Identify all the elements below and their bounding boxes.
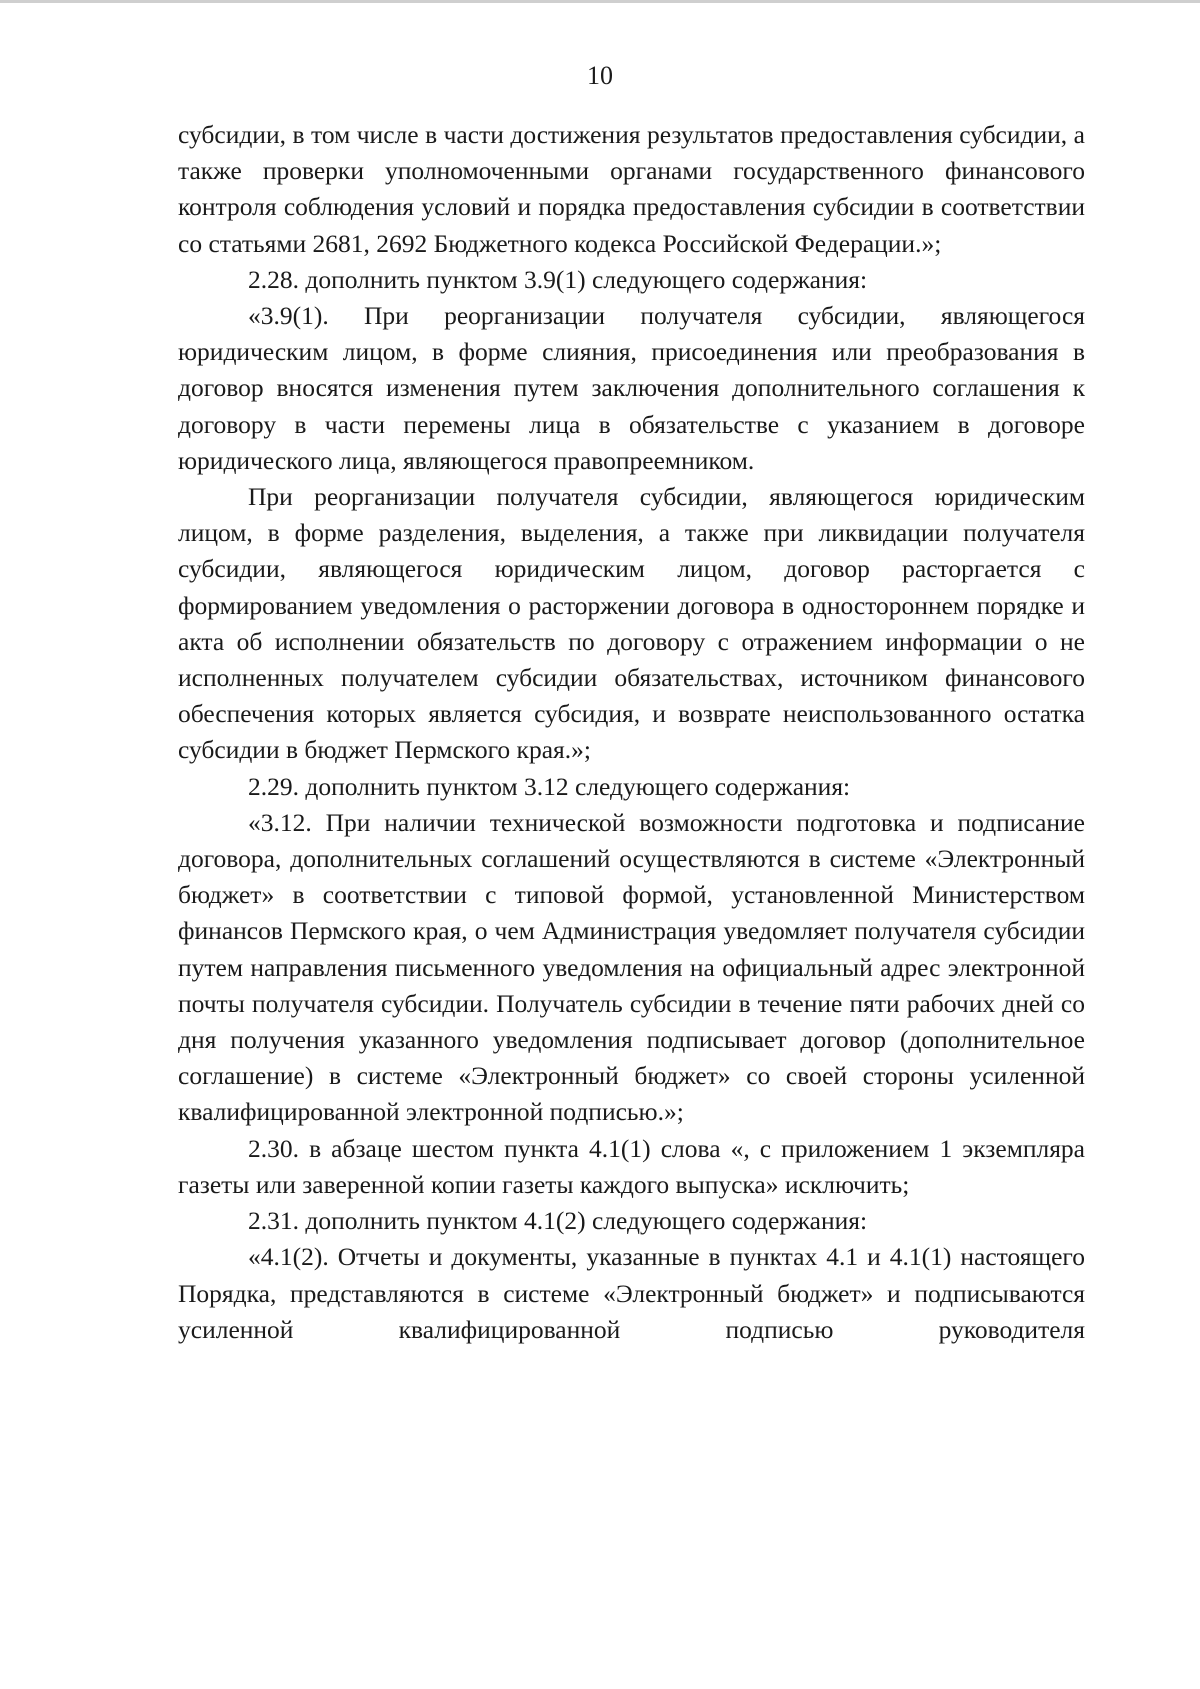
paragraph-continuation: субсидии, в том числе в части достижения результатов предоставления субсидии, а также проверки уполномоченными органами государственного финансового контроля соблюдения условий и порядка предоставления субсидии в соответствии со статьями 2681, 2692 Бюджетного кодекса Российской Федерации.»;	[178, 120, 1085, 258]
paragraph-item-2-30: 2.30. в абзаце шестом пункта 4.1(1) слова «, с приложением 1 экземпляра газеты или заверенной копии газеты каждого выпуска» исключить;	[178, 1133, 1085, 1199]
paragraph-reorganization: При реорганизации получателя субсидии, являющегося юридическим лицом, в форме разделения, выделения, а также при ликвидации получателя субсидии, являющегося юридическим лицом, договор расторгается с формированием уведомления о расторжении договора в одностороннем порядке и акта об исполнении обязательств по договору с отражением информации о не исполненных получателем субсидии обязательствах, источником финансового обеспечения которых является субсидия, и возврате неиспользованного остатка субсидии в бюджет Пермского края.»;	[178, 482, 1085, 765]
paragraph-item-2-31: 2.31. дополнить пунктом 4.1(2) следующего содержания:	[248, 1206, 868, 1236]
paragraph-clause-4-1-2: «4.1(2). Отчеты и документы, указанные в пунктах 4.1 и 4.1(1) настоящего Порядка, представляются в системе «Электронный бюджет» и подписываются усиленной квалифицированной подписью руководителя	[178, 1242, 1085, 1344]
page-number: 10	[587, 61, 613, 90]
scan-edge	[0, 0, 1200, 3]
document-body	[178, 117, 1085, 1348]
paragraph-clause-3-9-1: «3.9(1). При реорганизации получателя субсидии, являющегося юридическим лицом, в форме слияния, присоединения или преобразования в договор вносятся изменения путем заключения дополнительного соглашения к договору в части перемены лица в обязательстве с указанием в договоре юридического лица, являющегося правопреемником.	[178, 301, 1085, 475]
paragraph-clause-3-12: «3.12. При наличии технической возможности подготовка и подписание договора, дополнительных соглашений осуществляются в системе «Электронный бюджет» в соответствии с типовой формой, установленной Министерством финансов Пермского края, о чем Администрация уведомляет получателя субсидии путем направления письменного уведомления на официальный адрес электронной почты получателя субсидии. Получатель субсидии в течение пяти рабочих дней со дня получения указанного уведомления подписывает договор (дополнительное соглашение) в системе «Электронный бюджет» со своей стороны усиленной квалифицированной электронной подписью.»;	[178, 807, 1085, 1127]
paragraph-item-2-28: 2.28. дополнить пунктом 3.9(1) следующего содержания:	[248, 264, 868, 294]
paragraph-item-2-29: 2.29. дополнить пунктом 3.12 следующего содержания:	[248, 771, 851, 801]
